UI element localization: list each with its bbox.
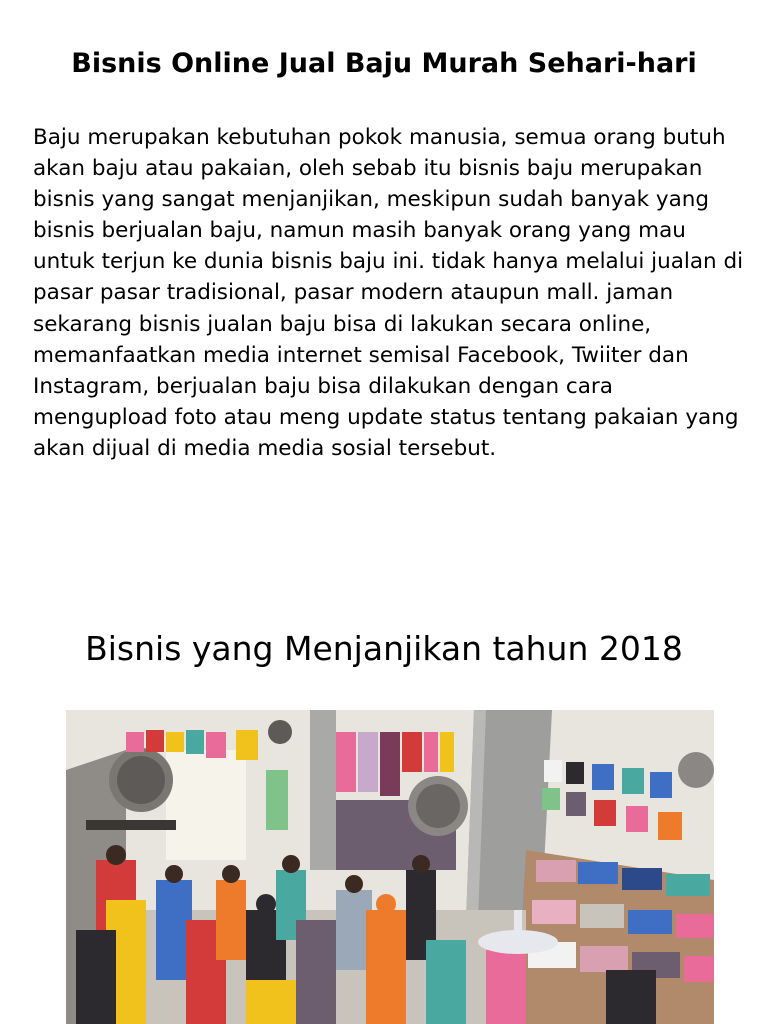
clothing-store-photo	[66, 710, 714, 1024]
slide-1-title: Bisnis Online Jual Baju Murah Sehari-hari	[71, 48, 697, 79]
bright-doorway	[166, 750, 246, 860]
standing-fan-blade-icon	[416, 784, 460, 828]
clothing-store-photo-svg	[66, 710, 714, 1024]
wall-fan-left-blade-icon	[117, 756, 165, 804]
slide-1-paragraph: Baju merupakan kebutuhan pokok manusia, semua orang butuh akan baju atau pakaian, oleh sebab itu bisnis baju merupakan bisnis yang sangat menjanjikan, meskipun sudah banyak yang bisnis berjualan baju, namun masih banyak orang yang mau untuk terjun ke dunia bisnis baju ini. tidak hanya melalui jualan di pasar pasar tradisional, pasar modern ataupun mall. jaman sekarang bisnis jualan baju bisa di lakukan secara online, memanfaatkan media internet semisal Facebook, Twiiter dan Instagram, berjualan baju bisa dilakukan dengan cara mengupload foto atau meng update status tentang pakaian yang akan dijual di media media sosial tersebut.	[33, 125, 744, 461]
slide-2-title: Bisnis yang Menjanjikan tahun 2018	[85, 629, 683, 668]
wall-fan-right-icon	[678, 752, 714, 788]
pillar-left	[310, 710, 336, 870]
wall-fan-small-icon	[268, 720, 292, 744]
slide-2	[0, 576, 768, 1024]
fan-bracket	[86, 820, 176, 830]
desk-fan-stand	[514, 910, 522, 940]
